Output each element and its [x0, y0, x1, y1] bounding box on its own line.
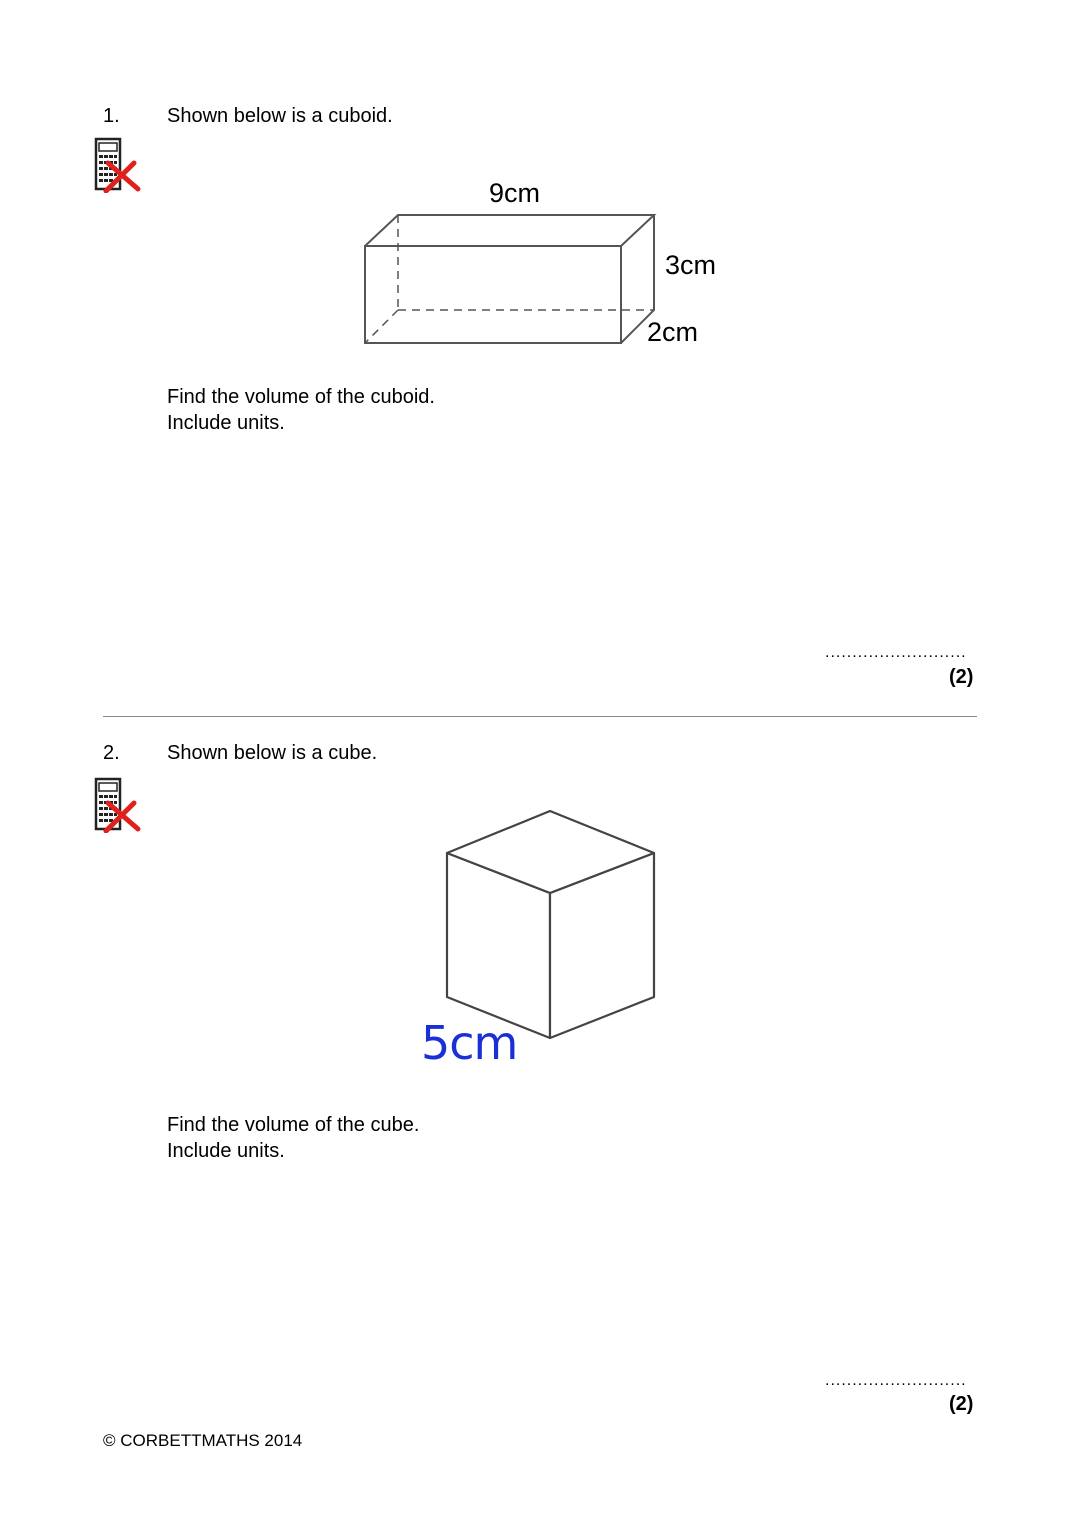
- cuboid-depth-label: 2cm: [647, 317, 699, 347]
- question-2-intro: Shown below is a cube.: [167, 742, 378, 764]
- question-2-marks: (2): [949, 1393, 974, 1415]
- cuboid-length-label: 9cm: [489, 178, 541, 208]
- question-1-instruction: [167, 384, 435, 436]
- cuboid-height-label: 3cm: [665, 250, 717, 280]
- question-1-answer-line[interactable]: ..........................: [825, 644, 967, 661]
- question-1-instruction-line-2: Include units.: [167, 412, 285, 434]
- question-2-answer-line[interactable]: ..........................: [825, 1372, 967, 1389]
- question-1-instruction-line-1: Find the volume of the cuboid.: [167, 386, 435, 408]
- no-calculator-icon: [94, 137, 142, 193]
- cube-diagram: [440, 805, 665, 1045]
- question-2-instruction: [167, 1112, 419, 1164]
- question-divider: [103, 716, 977, 717]
- cuboid-diagram: [355, 205, 665, 355]
- question-2-number: 2.: [103, 742, 120, 764]
- copyright-footer: © CORBETTMATHS 2014: [103, 1431, 303, 1450]
- question-2-instruction-line-1: Find the volume of the cube.: [167, 1114, 420, 1136]
- question-1-number: 1.: [103, 105, 120, 127]
- no-calculator-icon: [94, 777, 142, 833]
- cube-side-label: 5cm: [421, 1016, 518, 1070]
- question-1-marks: (2): [949, 666, 974, 688]
- question-1-intro: Shown below is a cuboid.: [167, 105, 393, 127]
- question-2-instruction-line-2: Include units.: [167, 1140, 285, 1162]
